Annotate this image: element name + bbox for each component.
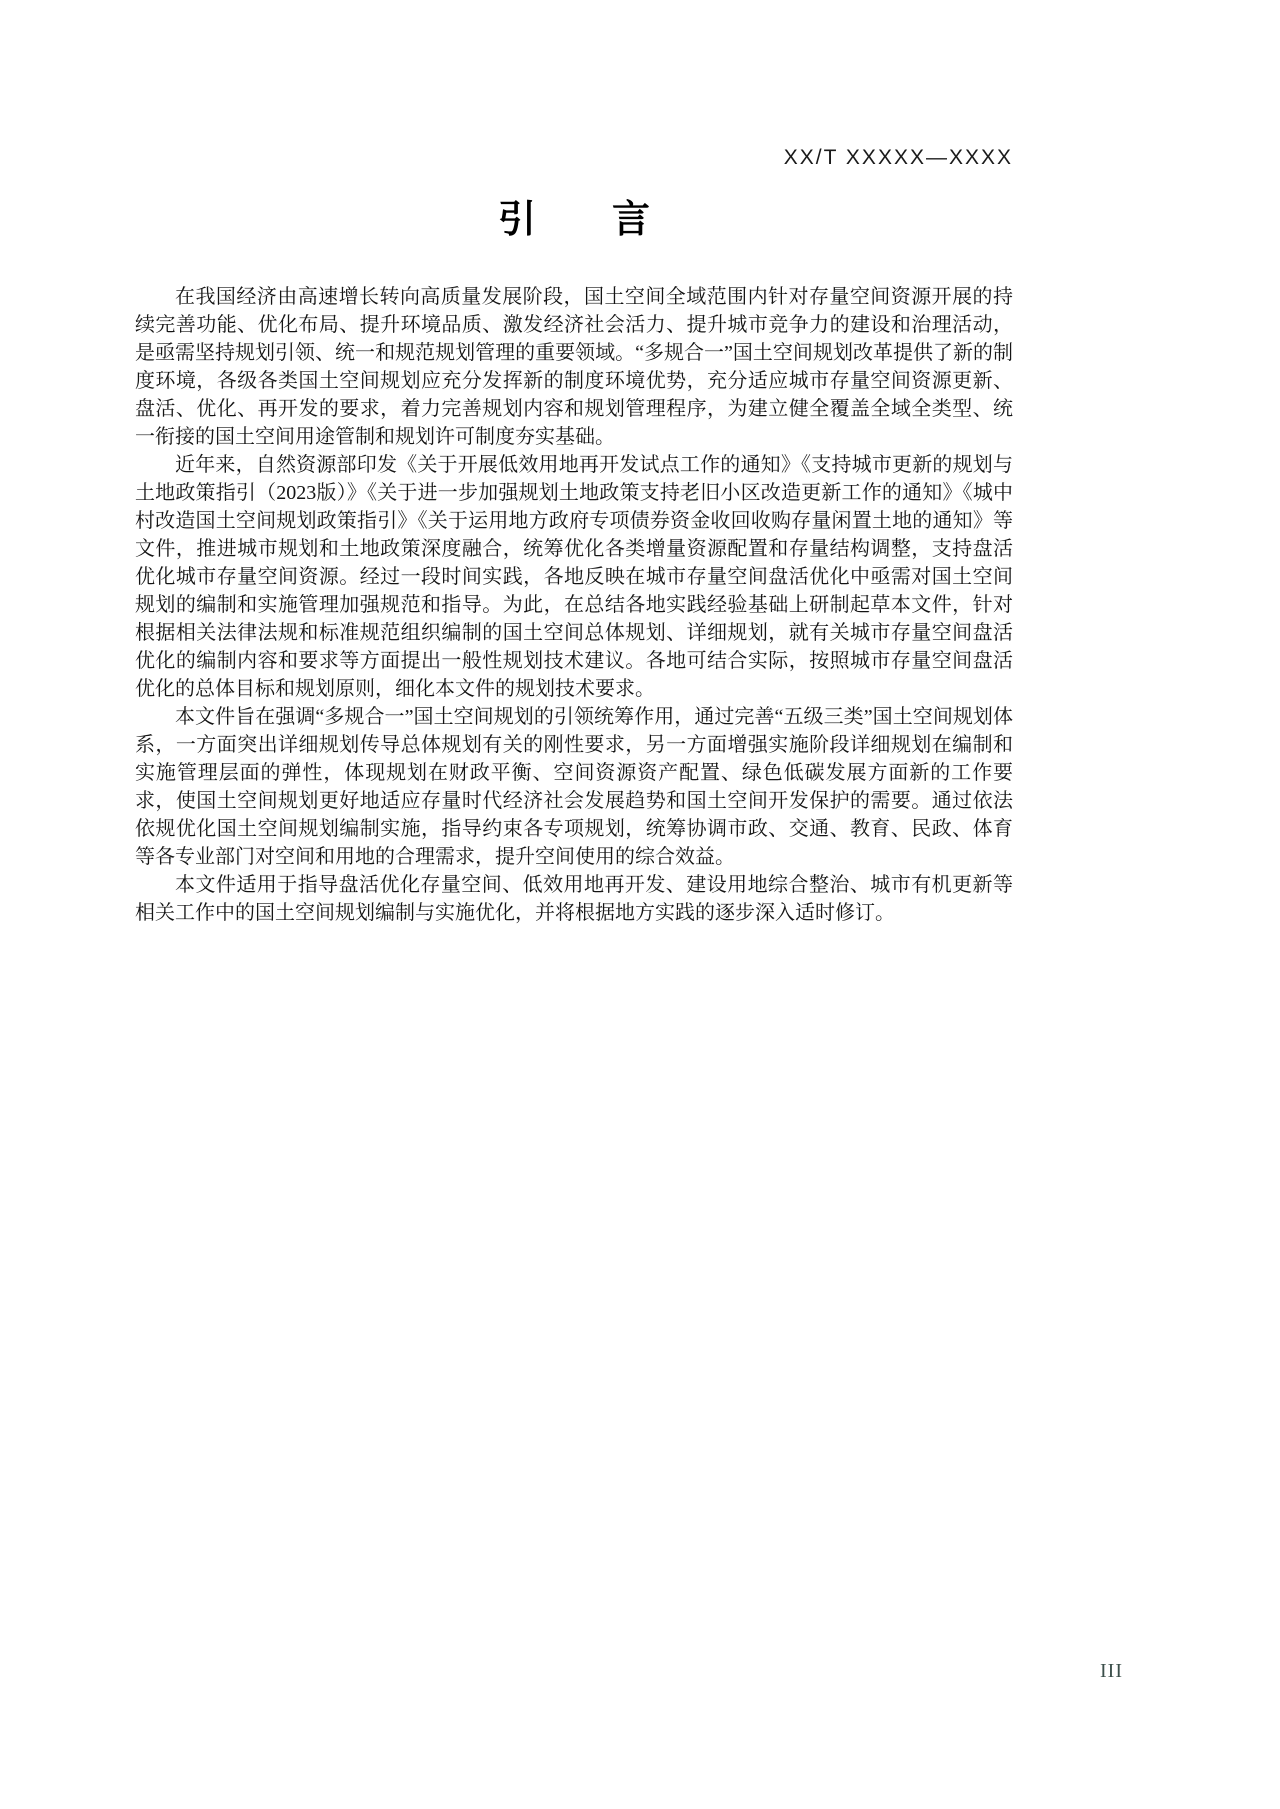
paragraph-2: 近年来，自然资源部印发《关于开展低效用地再开发试点工作的通知》《支持城市更新的规划与土地政策指引（2023版）》《关于进一步加强规划土地政策支持老旧小区改造更新工作的通知》《城中村改造国土空间规划政策指引》《关于运用地方政府专项债券资金收回收购存量闲置土地的通知》等文件，推进城市规划和土地政策深度融合，统筹优化各类增量资源配置和存量结构调整，支持盘活优化城市存量空间资源。经过一段时间实践，各地反映在城市存量空间盘活优化中亟需对国土空间规划的编制和实施管理加强规范和指导。为此，在总结各地实践经验基础上研制起草本文件，针对根据相关法律法规和标准规范组织编制的国土空间总体规划、详细规划，就有关城市存量空间盘活优化的编制内容和要求等方面提出一般性规划技术建议。各地可结合实际，按照城市存量空间盘活优化的总体目标和规划原则，细化本文件的规划技术要求。 — [135, 454, 1013, 700]
paragraph-1: 在我国经济由高速增长转向高质量发展阶段，国土空间全域范围内针对存量空间资源开展的持续完善功能、优化布局、提升环境品质、激发经济社会活力、提升城市竞争力的建设和治理活动，是亟需坚持规划引领、统一和规范规划管理的重要领域。“多规合一”国土空间规划改革提供了新的制度环境，各级各类国土空间规划应充分发挥新的制度环境优势，充分适应城市存量空间资源更新、盘活、优化、再开发的要求，着力完善规划内容和规划管理程序，为建立健全覆盖全域全类型、统一衔接的国土空间用途管制和规划许可制度夯实基础。 — [135, 286, 1013, 448]
paragraph-4: 本文件适用于指导盘活优化存量空间、低效用地再开发、建设用地综合整治、城市有机更新等相关工作中的国土空间规划编制与实施优化，并将根据地方实践的逐步深入适时修订。 — [135, 874, 1013, 924]
standard-code: XX/T XXXXX—XXXX — [783, 146, 1013, 169]
page-title: 引 言 — [497, 199, 650, 241]
page-number: III — [1100, 1660, 1123, 1682]
paragraph-3: 本文件旨在强调“多规合一”国土空间规划的引领统筹作用，通过完善“五级三类”国土空间规划体系，一方面突出详细规划传导总体规划有关的刚性要求，另一方面增强实施阶段详细规划在编制和实施管理层面的弹性，体现规划在财政平衡、空间资源资产配置、绿色低碳发展方面新的工作要求，使国土空间规划更好地适应存量时代经济社会发展趋势和国土空间开发保护的需要。通过依法依规优化国土空间规划编制实施，指导约束各专项规划，统筹协调市政、交通、教育、民政、体育等各专业部门对空间和用地的合理需求，提升空间使用的综合效益。 — [135, 706, 1013, 868]
introduction-body — [135, 283, 1013, 927]
